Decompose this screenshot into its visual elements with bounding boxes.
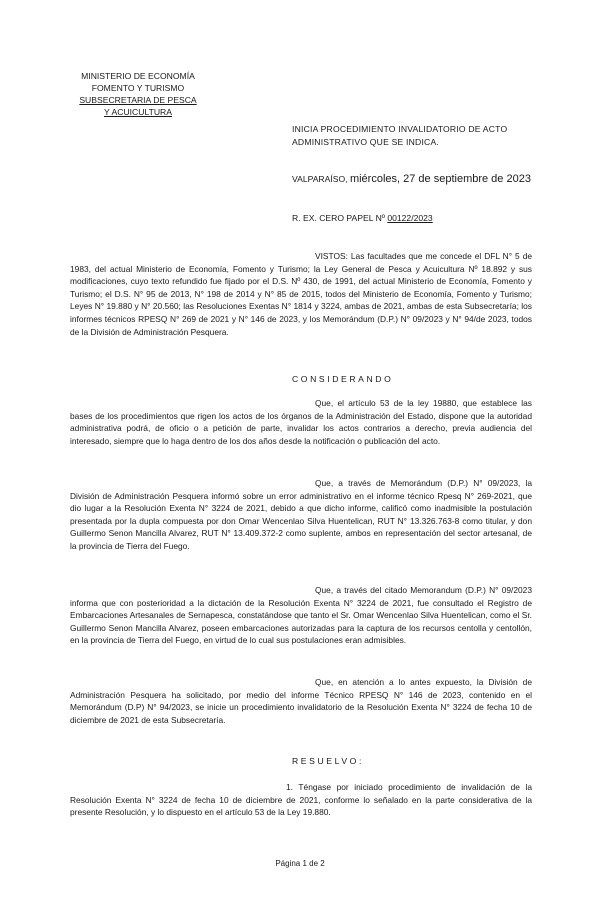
resolution-number: 00122/2023 — [387, 213, 433, 223]
resolution-number-line — [292, 213, 512, 223]
ministry-line-1: MINISTERIO DE ECONOMÍA — [81, 71, 195, 81]
vistos-label: VISTOS: — [315, 251, 348, 261]
subsecretaria-line-2: Y ACUICULTURA — [104, 107, 172, 117]
subject-block — [292, 123, 532, 149]
considerando-text-1: Que, el artículo 53 de la ley 19880, que establece las bases de los procedimientos que rigen los actos de los órganos de la Administración del Estado, dispone que la autoridad administrativa podrá, de oficio o a petición de parte, invalidar los actos contrarios a derecho, previa audiencia del interesado, siempre que lo haga dentro de los dos años desde la notificación o publicación del acto. — [70, 398, 532, 446]
considerando-paragraph-3 — [70, 584, 532, 647]
subject-line-2: ADMINISTRATIVO QUE SE INDICA. — [292, 137, 439, 147]
date-city: VALPARAÍSO, — [292, 174, 348, 184]
resuelvo-item-1-text: Téngase por iniciado procedimiento de invalidación de la Resolución Exenta N° 3224 de fecha 10 de diciembre de 2021, conforme lo señalado en la parte considerativa de la presente Resolución, y lo dispuesto en el artículo 53 de la Ley 19.880. — [70, 782, 532, 818]
vistos-paragraph — [70, 250, 532, 338]
considerando-paragraph-2 — [70, 477, 532, 553]
ministry-line-2: FOMENTO Y TURISMO — [91, 83, 185, 93]
considerando-title: CONSIDERANDO — [292, 374, 394, 384]
resuelvo-item-1-number: 1. — [286, 782, 293, 792]
considerando-text-3: Que, a través del citado Memorandum (D.P.) N° 09/2023 informa que con posterioridad a la dictación de la Resolución Exenta N° 3224 de 2021, fue consultado el Registro de Embarcaciones Artesanales de Sernapesca, constatándose que tanto el Sr. Omar Wencenlao Silva Huentelican, como el Sr. Guillermo Senon Mancilla Alvarez, poseen embarcaciones autorizadas para la captura de los recursos centolla y centollón, en la provincia de Tierra del Fuego, en virtud de lo cual sus postulaciones eran admisibles. — [70, 585, 532, 646]
subject-line-1: INICIA PROCEDIMIENTO INVALIDATORIO DE ACTO — [292, 124, 508, 134]
considerando-paragraph-4 — [70, 676, 532, 726]
considerando-text-4: Que, en atención a lo antes expuesto, la División de Administración Pesquera ha solicitado, por medio del informe Técnico RPESQ N° 146 de 2023, contenido en el Memorándum (D.P) N° 94/2023, se inicie un procedimiento invalidatorio de la Resolución Exenta N° 3224 de fecha 10 de diciembre de 2021 de esta Subsecretaría. — [70, 677, 532, 725]
subsecretaria-line-1: SUBSECRETARIA DE PESCA — [79, 95, 197, 105]
resuelvo-item-1 — [70, 781, 532, 819]
date-line — [292, 173, 552, 185]
page-number: Página 1 de 2 — [275, 859, 325, 868]
ministry-header — [62, 70, 214, 118]
resuelvo-title: RESUELVO: — [292, 756, 364, 766]
considerando-paragraph-1 — [70, 397, 532, 447]
date-value: miércoles, 27 de septiembre de 2023 — [349, 173, 531, 185]
considerando-text-2: Que, a través de Memorándum (D.P.) N° 09/2023, la División de Administración Pesquera informó sobre un error administrativo en el informe técnico Rpesq N° 269-2021, que dio lugar a la Resolución Exenta N° 3224 de 2021, debido a que dicho informe, calificó como inadmisible la postulación presentada por la dupla compuesta por don Omar Wencenlao Silva Huentelican, RUT N° 13.326.763-8 como titular, y don Guillermo Senon Mancilla Alvarez, RUT N° 13.409.372-2 como suplente, ambos en representación del sector artesanal, de la provincia de Tierra del Fuego. — [70, 478, 532, 551]
vistos-text: Las facultades que me concede el DFL N° 5 de 1983, del actual Ministerio de Economía, Fomento y Turismo; la Ley General de Pesca y Acuicultura Nº 18.892 y sus modificaciones, cuyo texto refundido fue fijado por el D.S. Nº 430, de 1991, del actual Ministerio de Economía, Fomento y Turismo; el D.S. N° 95 de 2013, N° 198 de 2014 y N° 85 de 2015, todos del Ministerio de Economía, Fomento y Turismo; Leyes N° 19.880 y N° 20.560; las Resoluciones Exentas N° 1814 y 3224, ambas de 2021, ambas de esta Subsecretaría; los informes técnicos RPESQ N° 269 de 2021 y N° 146 de 2023, y los Memorándum (D.P.) N° 09/2023 y N° 94/de 2023, todos de la División de Administración Pesquera. — [70, 251, 533, 337]
resolution-label: R. EX. CERO PAPEL Nº — [292, 213, 385, 223]
